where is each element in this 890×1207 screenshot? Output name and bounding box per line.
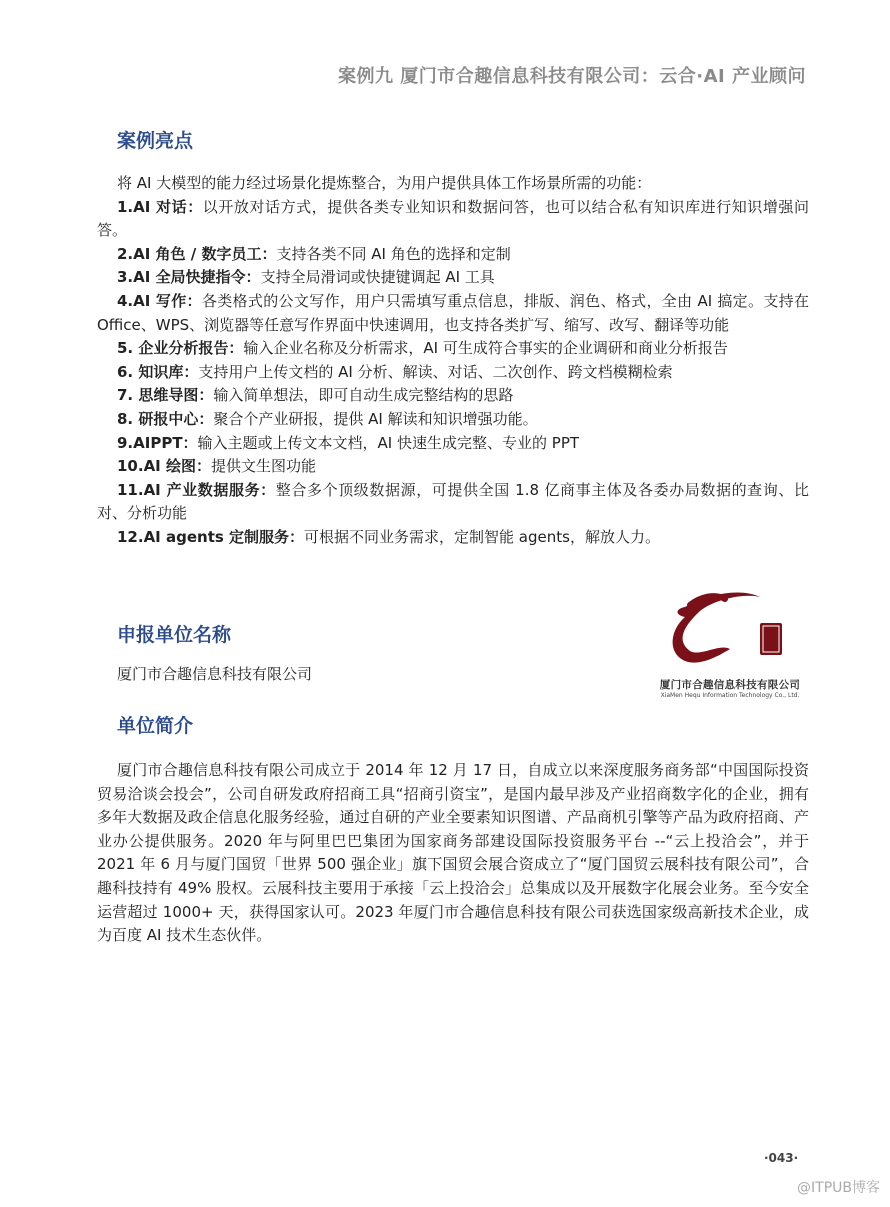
feature-item xyxy=(97,526,809,550)
feature-label: 9.AIPPT： xyxy=(117,433,198,452)
feature-label: 4.AI 写作： xyxy=(117,291,202,310)
feature-item xyxy=(97,384,809,408)
feature-item xyxy=(97,290,809,337)
feature-item xyxy=(97,361,809,385)
feature-item xyxy=(97,243,809,267)
feature-text: 各类格式的公文写作，用户只需填写重点信息，排版、润色、格式，全由 AI 搞定。支持在 Office、WPS、浏览器等任意写作界面中快速调用，也支持各类扩写、缩写、改写、翻译等功能 xyxy=(97,291,809,334)
feature-item xyxy=(97,408,809,432)
cloud-logo-icon xyxy=(645,585,815,677)
feature-label: 2.AI 角色 / 数字员工： xyxy=(117,244,277,263)
feature-label: 1.AI 对话： xyxy=(117,197,203,216)
feature-item xyxy=(97,455,809,479)
feature-text: 输入企业名称及分析需求，AI 可生成符合事实的企业调研和商业分析报告 xyxy=(243,339,728,358)
feature-text: 输入主题或上传文本文档，AI 快速生成完整、专业的 PPT xyxy=(197,433,580,452)
page-number: ·043· xyxy=(764,1151,799,1165)
feature-label: 8. 研报中心： xyxy=(117,409,214,428)
feature-text: 以开放对话方式，提供各类专业知识和数据问答，也可以结合私有知识库进行知识增强问答。 xyxy=(97,197,809,240)
logo-cn-name: 厦门市合趣信息科技有限公司 xyxy=(659,679,801,691)
feature-text: 可根据不同业务需求，定制智能 agents，解放人力。 xyxy=(304,527,660,546)
feature-item xyxy=(97,266,809,290)
watermark: @ITPUB博客 xyxy=(797,1180,880,1196)
feature-text: 支持全局滑词或快捷键调起 AI 工具 xyxy=(260,268,495,287)
feature-text: 聚合个产业研报，提供 AI 解读和知识增强功能。 xyxy=(213,409,538,428)
company-logo xyxy=(645,585,815,705)
feature-item xyxy=(97,479,809,526)
highlights-heading: 案例亮点 xyxy=(117,130,194,152)
feature-item xyxy=(97,432,809,456)
feature-text: 输入简单想法，即可自动生成完整结构的思路 xyxy=(213,386,514,405)
feature-item xyxy=(97,337,809,361)
profile-text: 厦门市合趣信息科技有限公司成立于 2014 年 12 月 17 日，自成立以来深度服务商务部“中国国际投资贸易洽谈会投会”，公司自研发政府招商工具“招商引资宝”，是国内最早涉及产业招商数字化的企业，拥有多年大数据及政企信息化服务经验，通过自研的产业全要素知识图谱、产品商机引擎等产品为政府招商、产业办公提供服务。2020 年与阿里巴巴集团为国家商务部建设国际投资服务平台 --“云上投洽会”，并于 2021 年 6 月与厦门国贸「世界 500 强企业」旗下国贸会展合资成立了“厦门国贸云展科技有限公司”，合趣科技持有 49% 股权。云展科技主要用于承接「云上投洽会」总集成以及开展数字化展会业务。至今安全运营超过 1000+ 天，获得国家认可。2023 年厦门市合趣信息科技有限公司获选国家级高新技术企业，成为百度 AI 技术生态伙伴。 xyxy=(97,761,809,945)
case-title: 案例九 厦门市合趣信息科技有限公司：云合·AI 产业顾问 xyxy=(338,66,806,87)
feature-item xyxy=(97,196,809,243)
feature-text: 提供文生图功能 xyxy=(211,457,317,476)
feature-text: 支持各类不同 AI 角色的选择和定制 xyxy=(276,244,511,263)
feature-label: 12.AI agents 定制服务： xyxy=(117,527,305,546)
feature-label: 6. 知识库： xyxy=(117,362,199,381)
profile-block xyxy=(97,759,809,948)
logo-en-name: XiaMen Hequ Information Technology Co., Ltd. xyxy=(660,692,800,699)
feature-label: 5. 企业分析报告： xyxy=(117,339,244,358)
applicant-name: 厦门市合趣信息科技有限公司 xyxy=(117,665,313,683)
feature-label: 10.AI 绘图： xyxy=(117,457,211,476)
highlights-intro: 将 AI 大模型的能力经过场景化提炼整合，为用户提供具体工作场景所需的功能： xyxy=(117,174,652,192)
highlights-list xyxy=(97,172,809,550)
profile-heading: 单位简介 xyxy=(117,715,194,737)
applicant-heading: 申报单位名称 xyxy=(117,624,232,646)
feature-label: 7. 思维导图： xyxy=(117,386,214,405)
feature-text: 支持用户上传文档的 AI 分析、解读、对话、二次创作、跨文档模糊检索 xyxy=(198,362,673,381)
feature-label: 3.AI 全局快捷指令： xyxy=(117,268,261,287)
feature-text: 整合多个顶级数据源，可提供全国 1.8 亿商事主体及各委办局数据的查询、比对、分析功能 xyxy=(97,480,809,523)
feature-label: 11.AI 产业数据服务： xyxy=(117,480,276,499)
